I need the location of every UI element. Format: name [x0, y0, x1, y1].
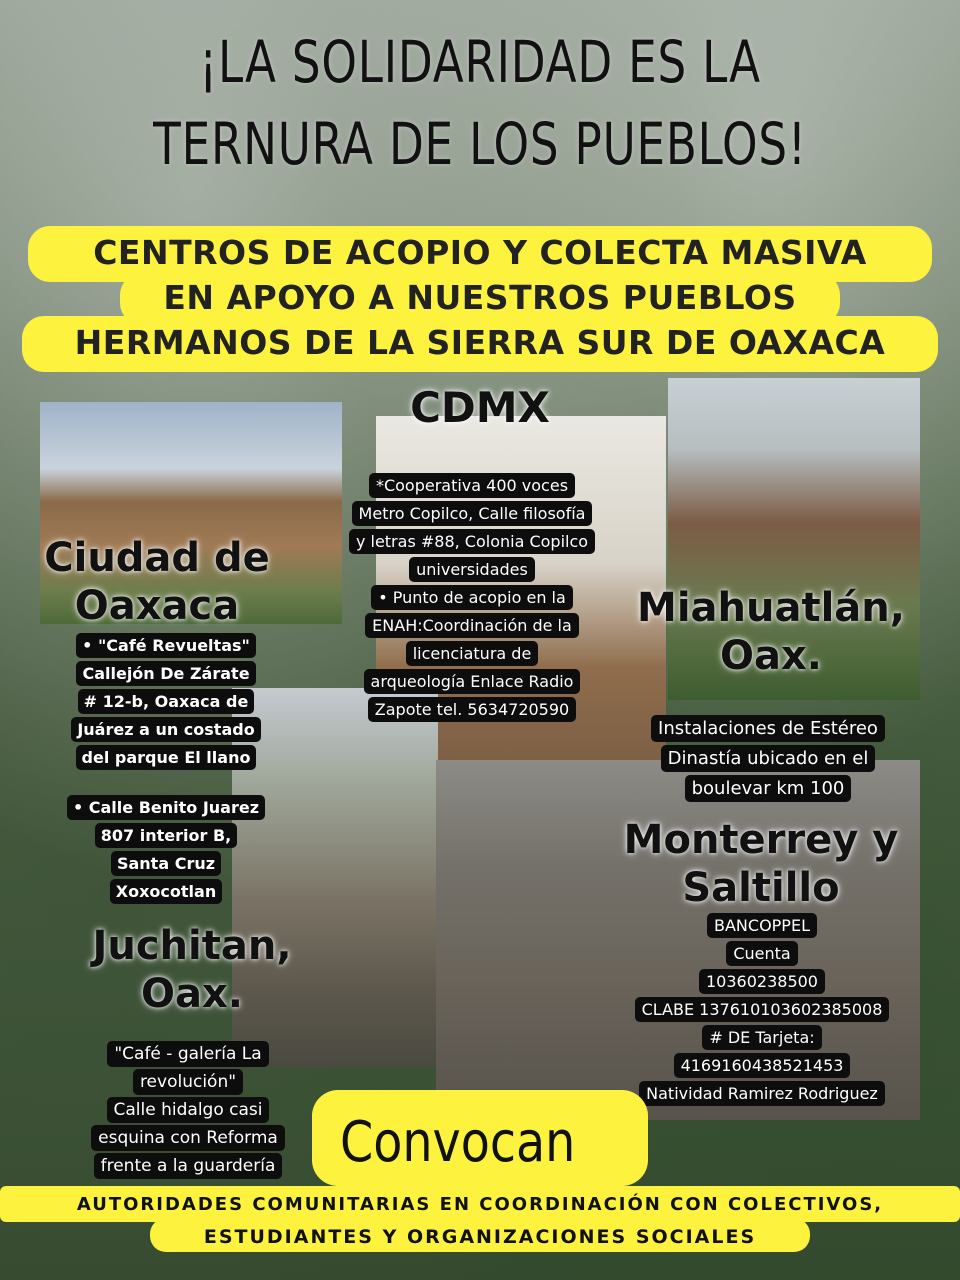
monterrey-label: [616, 816, 906, 912]
title-line-1: ¡LA SOLIDARIDAD ES LA: [199, 28, 761, 96]
juchitan-label-line-2: Oax.: [141, 971, 243, 1017]
juchitan-info-text: esquina con Reforma: [91, 1125, 285, 1151]
monterrey-info-line: [612, 1052, 912, 1080]
monterrey-info-text: Cuenta: [726, 941, 797, 966]
footer-line-1: AUTORIDADES COMUNITARIAS EN COORDINACIÓN CON COLECTIVOS,: [76, 1194, 884, 1215]
oaxaca-info-text: Santa Cruz: [111, 851, 221, 876]
headline-line-2: EN APOYO A NUESTROS PUEBLOS: [163, 278, 797, 317]
monterrey-info-text: # DE Tarjeta:: [702, 1025, 821, 1050]
cdmx-info-text: *Cooperativa 400 voces: [369, 473, 575, 498]
oaxaca-info-box: [44, 632, 288, 906]
juchitan-info-line: [66, 1152, 310, 1180]
headline-line-1: CENTROS DE ACOPIO Y COLECTA MASIVA: [93, 233, 867, 272]
estereo-info-line: [616, 774, 920, 804]
oaxaca-info-line: [44, 688, 288, 716]
cdmx-info-text: licenciatura de: [406, 641, 539, 666]
cdmx-info-line: [322, 584, 622, 612]
juchitan-info-line: [66, 1040, 310, 1068]
oaxaca-info-text: Xoxocotlan: [110, 879, 222, 904]
headline-line-3: HERMANOS DE LA SIERRA SUR DE OAXACA: [74, 323, 886, 362]
oaxaca-info-line: [44, 660, 288, 688]
cdmx-info-text: universidades: [409, 557, 535, 582]
cdmx-info-line: [322, 528, 622, 556]
oaxaca-info-text: Juárez a un costado: [71, 717, 260, 742]
oaxaca-info-line: [44, 632, 288, 660]
miahuatlan-label: [626, 584, 916, 680]
monterrey-info-line: [612, 968, 912, 996]
monterrey-info-text: 4169160438521453: [674, 1053, 851, 1078]
cdmx-info-box: [322, 472, 622, 724]
monterrey-info-text: BANCOPPEL: [707, 913, 817, 938]
cdmx-info-text: y letras #88, Colonia Copilco: [349, 529, 595, 554]
cdmx-info-line: [322, 696, 622, 724]
monterrey-label-line-1: Monterrey y: [623, 817, 899, 863]
oaxaca-info-text: # 12-b, Oaxaca de: [78, 689, 255, 714]
monterrey-info-line: [612, 940, 912, 968]
monterrey-info-line: [612, 912, 912, 940]
juchitan-info-line: [66, 1068, 310, 1096]
oaxaca-info-text: del parque El llano: [76, 745, 257, 770]
juchitan-label-line-1: Juchitan,: [92, 923, 292, 969]
juchitan-info-box: [66, 1040, 310, 1180]
juchitan-info-text: "Café - galería La: [107, 1041, 268, 1067]
juchitan-info-text: Calle hidalgo casi: [107, 1097, 270, 1123]
juchitan-info-line: [66, 1096, 310, 1124]
oaxaca-info-line: [44, 878, 288, 906]
monterrey-label-line-2: Saltillo: [682, 865, 840, 911]
oaxaca-info-line: [44, 716, 288, 744]
juchitan-info-line: [66, 1124, 310, 1152]
cdmx-info-line: [322, 668, 622, 696]
oaxaca-info-line: [44, 822, 288, 850]
cdmx-info-text: Zapote tel. 5634720590: [368, 697, 576, 722]
cdmx-info-line: [322, 612, 622, 640]
miahuatlan-label-line-1: Miahuatlán,: [637, 585, 905, 631]
oaxaca-label-line-2: Oaxaca: [74, 583, 240, 629]
monterrey-info-line: [612, 996, 912, 1024]
oaxaca-info-line: [44, 850, 288, 878]
cdmx-info-text: Metro Copilco, Calle filosofía: [352, 501, 593, 526]
estereo-info-text: Instalaciones de Estéreo: [651, 715, 885, 742]
cdmx-label: CDMX: [410, 383, 550, 432]
oaxaca-label: [32, 534, 282, 630]
title-line-2: TERNURA DE LOS PUEBLOS!: [153, 110, 807, 178]
oaxaca-label-line-1: Ciudad de: [44, 535, 270, 581]
monterrey-info-line: [612, 1024, 912, 1052]
cdmx-info-text: • Punto de acopio en la: [371, 585, 573, 610]
oaxaca-info-text: 807 interior B,: [95, 823, 237, 848]
oaxaca-info-line: [44, 744, 288, 772]
juchitan-label: [72, 922, 312, 1018]
monterrey-info-line: [612, 1080, 912, 1108]
estereo-info-text: Dinastía ubicado en el: [661, 745, 876, 772]
monterrey-info-text: Natividad Ramirez Rodriguez: [639, 1081, 885, 1106]
estereo-info-text: boulevar km 100: [685, 775, 852, 802]
estereo-info-line: [616, 744, 920, 774]
monterrey-info-box: [612, 912, 912, 1108]
cdmx-info-line: [322, 500, 622, 528]
cdmx-info-line: [322, 640, 622, 668]
miahuatlan-label-line-2: Oax.: [720, 633, 822, 679]
monterrey-info-text: CLABE 137610103602385008: [635, 997, 890, 1022]
cdmx-info-line: [322, 472, 622, 500]
cdmx-info-text: arqueología Enlace Radio: [364, 669, 581, 694]
juchitan-info-text: revolución": [133, 1069, 243, 1095]
juchitan-info-text: frente a la guardería: [94, 1153, 283, 1179]
oaxaca-info-text: • Calle Benito Juarez: [67, 795, 265, 820]
convocan-text: Convocan: [340, 1110, 576, 1175]
estereo-info-box: [616, 714, 920, 804]
oaxaca-info-text: • "Café Revueltas": [76, 633, 256, 658]
estereo-info-line: [616, 714, 920, 744]
cdmx-info-text: ENAH:Coordinación de la: [365, 613, 579, 638]
footer-line-2: ESTUDIANTES Y ORGANIZACIONES SOCIALES: [203, 1226, 757, 1248]
cdmx-info-line: [322, 556, 622, 584]
oaxaca-info-line: [44, 794, 288, 822]
oaxaca-info-text: Callejón De Zárate: [76, 661, 255, 686]
oaxaca-info-line: [44, 772, 288, 794]
monterrey-info-text: 10360238500: [699, 969, 825, 994]
